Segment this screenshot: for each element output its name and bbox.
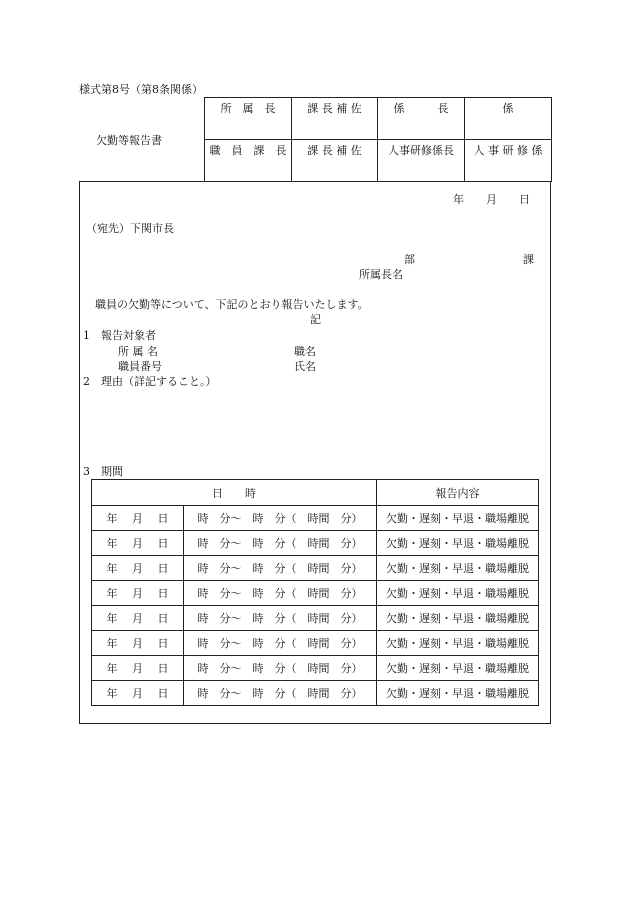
period-row [92,631,539,656]
stamp-cell-chief[interactable] [378,98,465,140]
period-kind-cell[interactable]: 欠勤・遅刻・早退・職場離脱 [377,531,539,556]
period-row [92,531,539,556]
period-date-cell[interactable]: 年 月 日 [92,581,184,606]
section2-heading: 2 理由（詳記すること。） [83,375,217,388]
stamp-cell-staff[interactable] [465,98,552,140]
ki-heading: 記 [310,313,321,326]
period-kind-cell[interactable]: 欠勤・遅刻・早退・職場離脱 [377,606,539,631]
affiliation-label[interactable]: 所 属 名 [118,345,158,358]
stamp-label: 人事研修係長 [388,144,454,157]
stamp-label: 職 員 課 長 [209,144,287,157]
period-row [92,506,539,531]
period-time-cell[interactable]: 時 分～ 時 分（ 時間 分） [184,556,377,581]
section-label[interactable]: 課 [523,253,534,266]
period-time-cell[interactable]: 時 分～ 時 分（ 時間 分） [184,606,377,631]
period-kind-cell[interactable]: 欠勤・遅刻・早退・職場離脱 [377,581,539,606]
stamp-cell-training-chief[interactable] [378,140,465,182]
employee-number-label[interactable]: 職員番号 [118,360,162,373]
period-date-cell[interactable]: 年 月 日 [92,506,184,531]
section1-heading: 1 報告対象者 [83,329,156,342]
period-time-cell[interactable]: 時 分～ 時 分（ 時間 分） [184,631,377,656]
section3-heading: 3 期間 [83,465,123,478]
period-kind-cell[interactable]: 欠勤・遅刻・早退・職場離脱 [377,506,539,531]
period-kind-cell[interactable]: 欠勤・遅刻・早退・職場離脱 [377,556,539,581]
period-kind-cell[interactable]: 欠勤・遅刻・早退・職場離脱 [377,631,539,656]
datetime-header: 日 時 [92,480,377,506]
period-time-cell[interactable]: 時 分～ 時 分（ 時間 分） [184,531,377,556]
stamp-label: 係 長 [393,102,449,115]
period-date-cell[interactable]: 年 月 日 [92,656,184,681]
period-kind-cell[interactable]: 欠勤・遅刻・早退・職場離脱 [377,681,539,706]
stamp-label: 課 長 補 佐 [307,144,362,157]
period-row [92,606,539,631]
position-label[interactable]: 職名 [294,345,316,358]
form-title: 欠勤等報告書 [96,134,162,147]
report-content-header: 報告内容 [377,480,539,506]
period-row [92,581,539,606]
period-time-cell[interactable]: 時 分～ 時 分（ 時間 分） [184,656,377,681]
stamp-label: 係 [502,102,514,115]
stamp-cell-training-staff[interactable] [465,140,552,182]
period-date-cell[interactable]: 年 月 日 [92,606,184,631]
period-row [92,556,539,581]
stamp-label: 課 長 補 佐 [307,102,362,115]
period-row [92,681,539,706]
department-label[interactable]: 部 [404,253,415,266]
period-date-cell[interactable]: 年 月 日 [92,681,184,706]
approval-stamp-table [204,97,552,182]
period-time-cell[interactable]: 時 分～ 時 分（ 時間 分） [184,581,377,606]
period-date-cell[interactable]: 年 月 日 [92,556,184,581]
period-table [91,479,539,706]
period-kind-cell[interactable]: 欠勤・遅刻・早退・職場離脱 [377,656,539,681]
stamp-cell-deputy[interactable] [292,98,378,140]
stamp-label: 人 事 研 修 係 [473,144,543,157]
period-time-cell[interactable]: 時 分～ 時 分（ 時間 分） [184,681,377,706]
period-date-cell[interactable]: 年 月 日 [92,531,184,556]
name-label[interactable]: 氏名 [294,360,316,373]
stamp-cell-dept-head[interactable] [205,98,292,140]
stamp-cell-personnel-head[interactable] [205,140,292,182]
form-number: 様式第8号（第8条関係） [79,83,203,96]
dept-head-name-label[interactable]: 所属長名 [359,268,403,281]
stamp-cell-personnel-deputy[interactable] [292,140,378,182]
stamp-label: 所 属 長 [220,102,276,115]
period-row [92,656,539,681]
addressee: （宛先）下関市長 [86,222,174,235]
statement: 職員の欠勤等について、下記のとおり報告いたします。 [95,298,369,311]
report-date[interactable]: 年 月 日 [453,193,530,206]
period-time-cell[interactable]: 時 分～ 時 分（ 時間 分） [184,506,377,531]
period-date-cell[interactable]: 年 月 日 [92,631,184,656]
